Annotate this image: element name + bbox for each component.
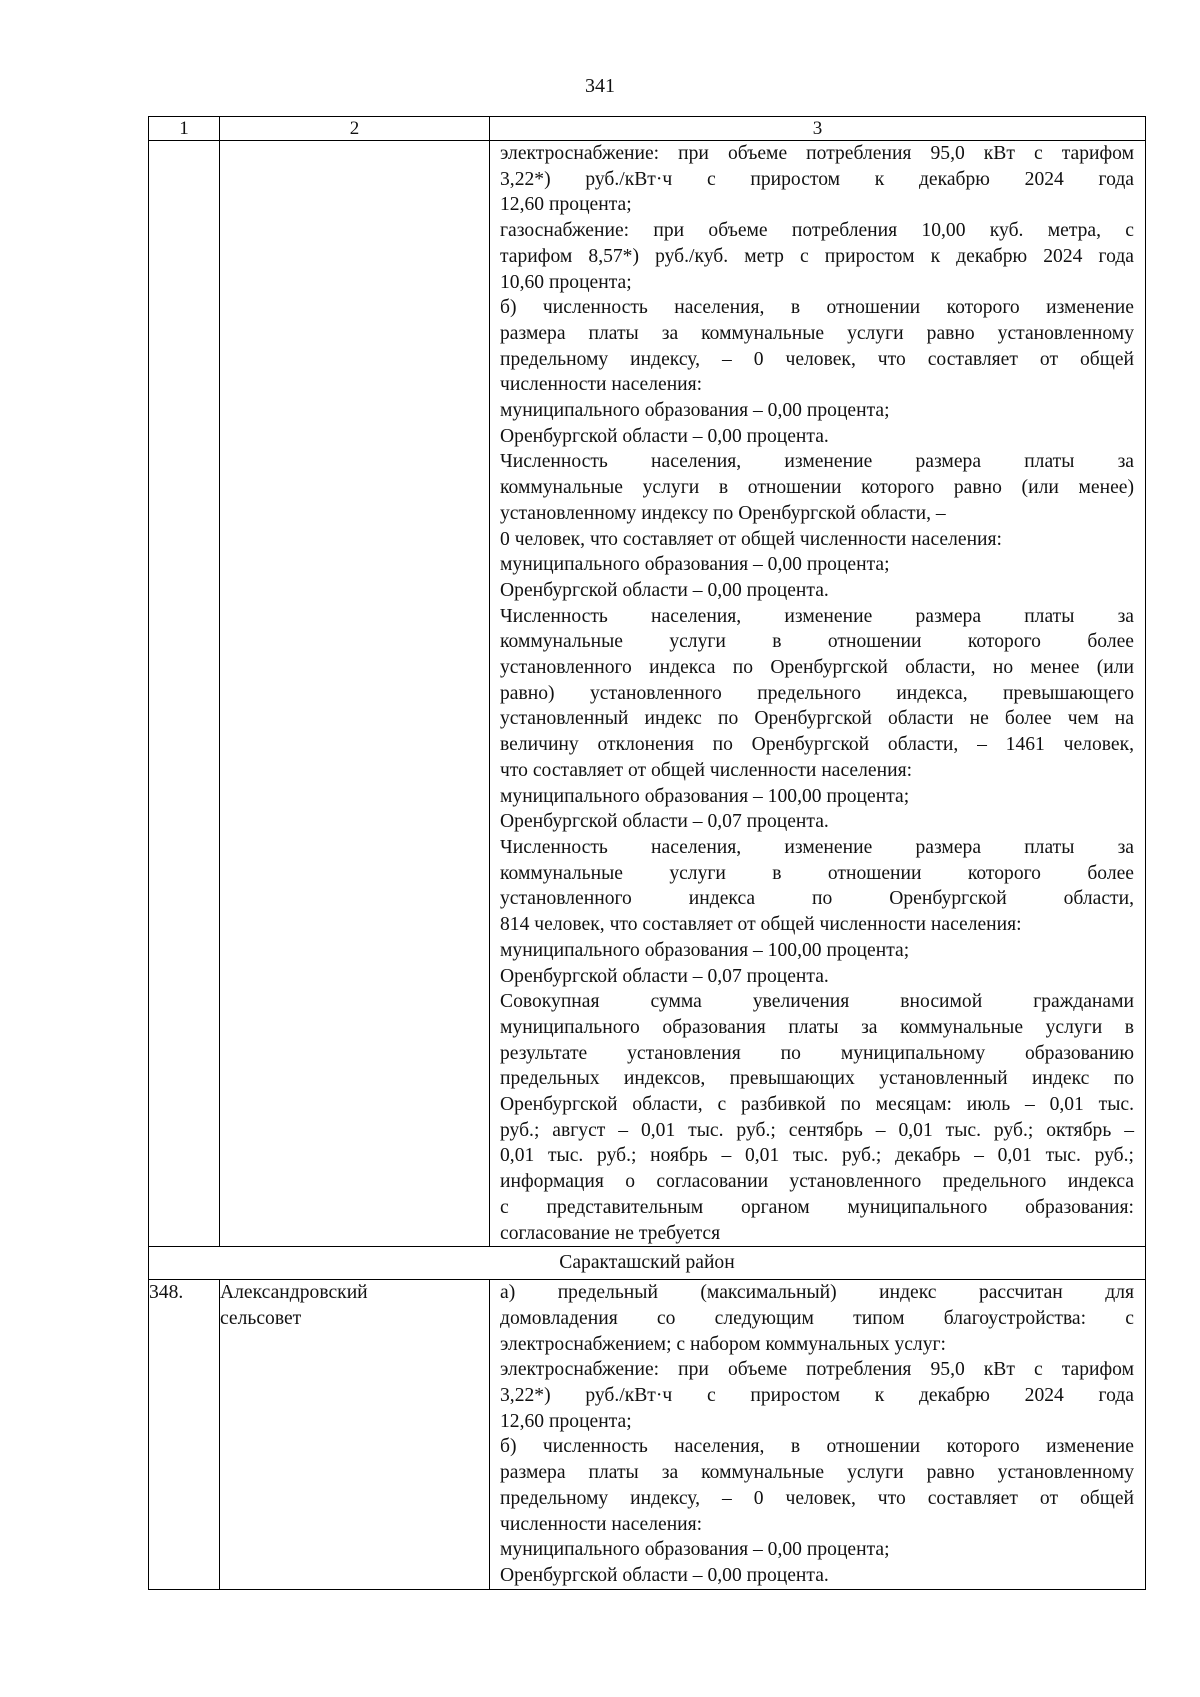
- table-row-348: [149, 1280, 1146, 1589]
- text-line: равно) установленного предельного индекса, превышающего: [500, 682, 1134, 704]
- text-line: руб.; август – 0,01 тыс. руб.; сентябрь – 0,01 тыс. руб.; октябрь –: [500, 1119, 1134, 1141]
- text-line: электроснабжение: при объеме потребления 95,0 кВт с тарифом: [500, 143, 1134, 164]
- text-line: согласование не требуется: [500, 1222, 721, 1244]
- text-line: установленный индекс по Оренбургской области не более чем на: [500, 708, 1134, 730]
- text-line: Оренбургской области – 0,07 процента.: [500, 811, 829, 833]
- text-line: численности населения:: [500, 1513, 703, 1535]
- text-line: 0 человек, что составляет от общей численности населения:: [500, 528, 1003, 550]
- text-line: что составляет от общей численности населения:: [500, 759, 913, 781]
- text-line: Совокупная сумма увеличения вносимой гражданами: [500, 991, 1134, 1013]
- text-line: б) численность населения, в отношении которого изменение: [500, 1436, 1134, 1458]
- text-line: муниципального образования – 100,00 процента;: [500, 939, 910, 961]
- text-line: Численность населения, изменение размера платы за: [500, 451, 1134, 473]
- text-line: 3,22*) руб./кВт·ч с приростом к декабрю 2024 года: [500, 1385, 1134, 1407]
- text-line: Оренбургской области – 0,00 процента.: [500, 425, 829, 447]
- text-line: электроснабжение: при объеме потребления 95,0 кВт с тарифом: [500, 1359, 1134, 1381]
- section-title: Саракташский район: [149, 1247, 1146, 1280]
- text-line: установленного индекса по Оренбургской области, но менее (или: [500, 657, 1134, 679]
- text-line: муниципального образования – 0,00 процента;: [500, 554, 890, 576]
- text-line: коммунальные услуги в отношении которого более: [500, 862, 1134, 884]
- text-line: величину отклонения по Оренбургской области, – 1461 человек,: [500, 734, 1134, 756]
- text-line: результате установления по муниципальному образованию: [500, 1042, 1134, 1064]
- text-line: предельному индексу, – 0 человек, что составляет от общей: [500, 348, 1134, 370]
- text-line: Численность населения, изменение размера платы за: [500, 605, 1134, 627]
- document-table: [148, 116, 1146, 1590]
- section-row: [149, 1247, 1146, 1280]
- text-line: муниципального образования – 0,00 процента;: [500, 400, 890, 422]
- text-line: предельных индексов, превышающих установленный индекс по: [500, 1068, 1134, 1090]
- text-line: установленному индексу по Оренбургской области, –: [500, 502, 946, 524]
- text-line: Численность населения, изменение размера платы за: [500, 836, 1134, 858]
- text-line: тарифом 8,57*) руб./куб. метр с приростом к декабрю 2024 года: [500, 245, 1134, 267]
- description-text: [490, 141, 1145, 1246]
- text-line: размера платы за коммунальные услуги равно установленному: [500, 1462, 1134, 1484]
- text-line: информация о согласовании установленного предельного индекса: [500, 1171, 1134, 1193]
- text-line: 814 человек, что составляет от общей численности населения:: [500, 914, 1022, 936]
- text-line: размера платы за коммунальные услуги равно установленному: [500, 322, 1134, 344]
- table-header-row: [149, 117, 1146, 141]
- text-line: газоснабжение: при объеме потребления 10,00 куб. метра, с: [500, 220, 1134, 242]
- text-line: Оренбургской области – 0,00 процента.: [500, 579, 829, 601]
- text-line: 3,22*) руб./кВт·ч с приростом к декабрю 2024 года: [500, 168, 1134, 190]
- text-line: Оренбургской области, с разбивкой по месяцам: июль – 0,01 тыс.: [500, 1094, 1134, 1116]
- table-row-continuation: [149, 141, 1146, 1247]
- description-cell: [490, 141, 1146, 1247]
- text-line: муниципального образования платы за коммунальные услуги в: [500, 1016, 1134, 1038]
- text-line: коммунальные услуги в отношении которого более: [500, 631, 1134, 653]
- text-line: Оренбургской области – 0,00 процента.: [500, 1564, 829, 1586]
- text-line: 10,60 процента;: [500, 271, 632, 293]
- text-line: 12,60 процента;: [500, 194, 632, 216]
- text-line: численности населения:: [500, 374, 703, 396]
- municipality-name-line: сельсовет: [220, 1307, 302, 1329]
- number-cell: [149, 141, 220, 1247]
- text-line: б) численность населения, в отношении которого изменение: [500, 297, 1134, 319]
- municipality-name: [220, 1280, 490, 1589]
- text-line: домовладения со следующим типом благоустройства: с: [500, 1307, 1134, 1329]
- column-header-1: 1: [149, 117, 220, 141]
- text-line: установленного индекса по Оренбургской области,: [500, 888, 1134, 910]
- text-line: Оренбургской области – 0,07 процента.: [500, 965, 829, 987]
- text-line: а) предельный (максимальный) индекс рассчитан для: [500, 1282, 1134, 1304]
- text-line: предельному индексу, – 0 человек, что составляет от общей: [500, 1487, 1134, 1509]
- text-line: электроснабжением; с набором коммунальных услуг:: [500, 1333, 946, 1355]
- page-number: 341: [585, 75, 615, 97]
- municipality-name-line: Александровский: [220, 1282, 368, 1304]
- text-line: 12,60 процента;: [500, 1410, 632, 1432]
- text-line: с представительным органом муниципального образования:: [500, 1196, 1134, 1218]
- text-line: 0,01 тыс. руб.; ноябрь – 0,01 тыс. руб.; декабрь – 0,01 тыс. руб.;: [500, 1145, 1134, 1167]
- name-cell: [220, 141, 490, 1247]
- text-line: муниципального образования – 100,00 процента;: [500, 785, 910, 807]
- description-text: [490, 1280, 1145, 1588]
- column-header-3: 3: [490, 117, 1146, 141]
- column-header-2: 2: [220, 117, 490, 141]
- description-cell: [490, 1280, 1146, 1589]
- text-line: коммунальные услуги в отношении которого равно (или менее): [500, 477, 1134, 499]
- row-number: 348.: [149, 1280, 220, 1589]
- text-line: муниципального образования – 0,00 процента;: [500, 1539, 890, 1561]
